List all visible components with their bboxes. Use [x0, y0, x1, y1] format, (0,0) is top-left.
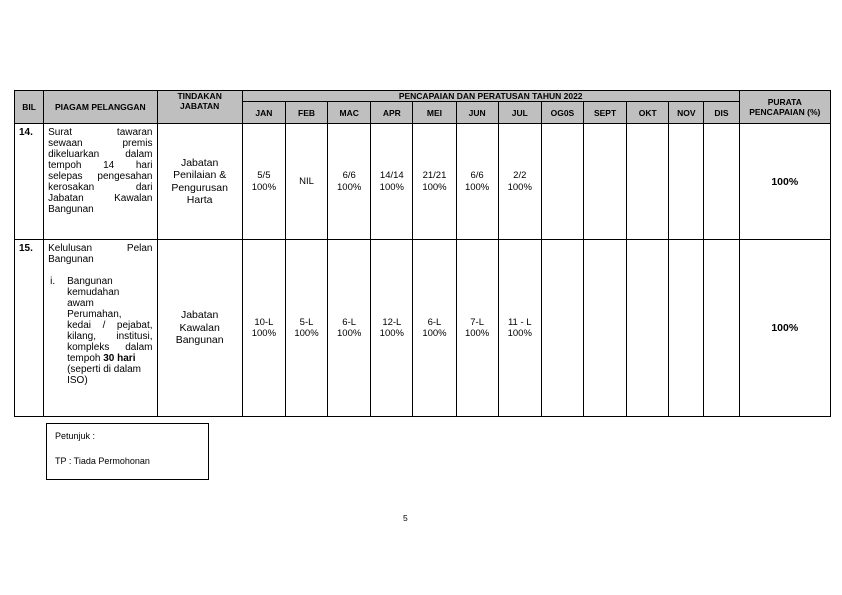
header-piagam: PIAGAM PELANGGAN — [44, 91, 157, 124]
month-cell — [541, 124, 583, 240]
sub-item: i. Bangunan kemudahan awam Perumahan, kedai / pejabat, kilang, institusi, kompleks dalam tempoh 30 hari (seperti di dalam ISO) — [50, 276, 153, 386]
month-cell: NIL — [285, 124, 327, 240]
legend-line: TP : Tiada Permohonan — [55, 456, 150, 466]
header-purata: PURATA PENCAPAIAN (%) — [739, 91, 830, 124]
table-row — [15, 124, 831, 240]
month-cell — [669, 240, 704, 417]
piagam-cell: Surat tawaran sewaan premis dikeluarkan dalam tempoh 14 hari selepas pengesahan kerosakan dari Jabatan Kawalan Bangunan — [44, 124, 157, 240]
header-pencapaian: PENCAPAIAN DAN PERATUSAN TAHUN 2022 — [242, 91, 739, 102]
month-cell: 11 - L 100% — [498, 240, 541, 417]
month-header: DIS — [704, 102, 739, 124]
month-cell — [583, 240, 626, 417]
header-row-top — [15, 91, 831, 102]
month-cell — [583, 124, 626, 240]
month-header: JUN — [456, 102, 498, 124]
month-cell: 10-L 100% — [242, 240, 285, 417]
header-bil: BIL — [15, 91, 44, 124]
month-cell: 6/6 100% — [456, 124, 498, 240]
month-header: OKT — [627, 102, 669, 124]
page-number: 5 — [403, 513, 408, 523]
month-cell — [704, 124, 739, 240]
month-header: OG0S — [541, 102, 583, 124]
month-cell: 12-L 100% — [371, 240, 413, 417]
row-number: 15. — [15, 240, 44, 417]
purata-cell: 100% — [739, 124, 830, 240]
month-header: MAC — [328, 102, 371, 124]
month-cell — [541, 240, 583, 417]
month-header: FEB — [285, 102, 327, 124]
month-cell: 7-L 100% — [456, 240, 498, 417]
tindakan-cell: Jabatan Penilaian & Pengurusan Harta — [157, 124, 242, 240]
performance-table — [14, 90, 831, 417]
month-cell: 5-L 100% — [285, 240, 327, 417]
month-header: MEI — [413, 102, 456, 124]
month-cell: 2/2 100% — [498, 124, 541, 240]
piagam-cell: Kelulusan Pelan Bangunan i. Bangunan kemudahan awam Perumahan, kedai / pejabat, kilang, institusi, kompleks dalam tempoh 30 hari (seperti di dalam ISO) — [44, 240, 157, 417]
month-header: JUL — [498, 102, 541, 124]
legend-title: Petunjuk : — [55, 431, 96, 441]
month-cell: 14/14 100% — [371, 124, 413, 240]
purata-cell: 100% — [739, 240, 830, 417]
month-header: SEPT — [583, 102, 626, 124]
month-cell — [704, 240, 739, 417]
month-cell: 21/21 100% — [413, 124, 456, 240]
month-cell — [669, 124, 704, 240]
legend-box — [46, 423, 209, 480]
month-cell: 5/5 100% — [242, 124, 285, 240]
month-header: APR — [371, 102, 413, 124]
header-tindakan: TINDAKAN JABATAN — [157, 91, 242, 124]
month-cell: 6-L 100% — [328, 240, 371, 417]
row-number: 14. — [15, 124, 44, 240]
table-row — [15, 240, 831, 417]
month-header: NOV — [669, 102, 704, 124]
tindakan-cell: Jabatan Kawalan Bangunan — [157, 240, 242, 417]
month-cell — [627, 240, 669, 417]
month-cell — [627, 124, 669, 240]
month-cell: 6/6 100% — [328, 124, 371, 240]
month-cell: 6-L 100% — [413, 240, 456, 417]
month-header: JAN — [242, 102, 285, 124]
